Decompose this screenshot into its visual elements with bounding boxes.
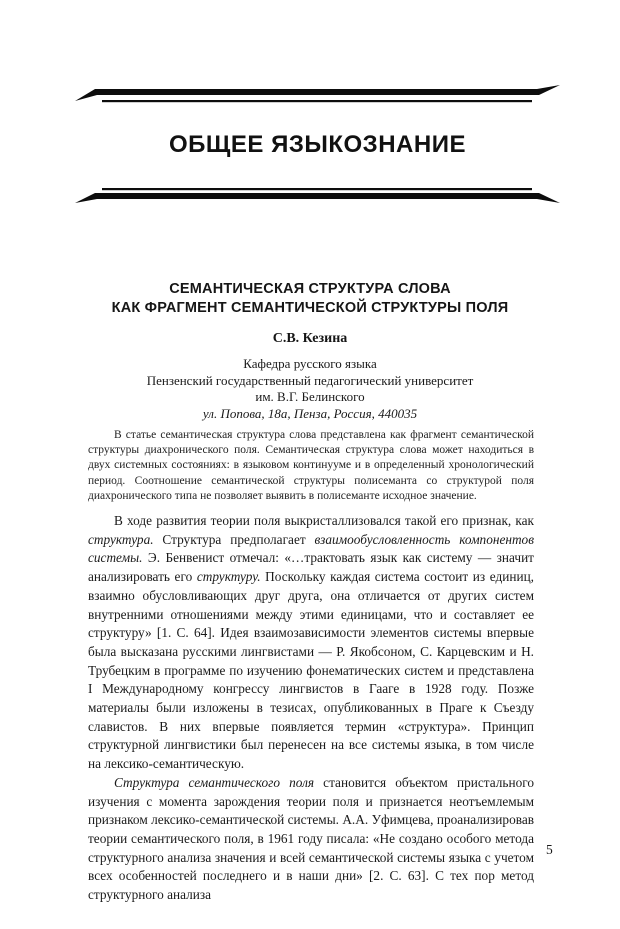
thick-rule-shape: [75, 193, 560, 203]
affiliation: [80, 356, 540, 406]
header-rule-top-graphic: [75, 85, 560, 105]
thin-rule-shape: [102, 100, 532, 102]
article-body: [88, 512, 534, 905]
thin-rule-shape: [102, 188, 532, 190]
body-paragraph-1: В ходе развития теории поля выкристаллизовался такой его признак, как структура. Структура предполагает взаимообусловленность компонентов системы. Э. Бенвенист отмечал: «…трактовать язык как систему — значит анализировать его структуру. Поскольку каждая система состоит из единиц, взаимно обусловливающих друг друга, она отличается от других систем внутренними отношениями между этими единицами, что и составляет ее структуру» [1. С. 64]. Идея взаимозависимости элементов системы впервые была высказана русскими лингвистами — Р. Якобсоном, С. Карцевским и Н. Трубецким в программе по изучению фонематических систем и представлена I Международному конгрессу лингвистов в Гааге в 1928 году. Позже материалы были изложены в тезисах, опубликованных в Праге к Съезду славистов. В них впервые появляется термин «структура». Принцип структурной лингвистики был перенесен на все системы языка, в том числе на лексико-семантическую.: [88, 513, 535, 772]
page-number: 5: [546, 842, 553, 857]
address: ул. Попова, 18а, Пенза, Россия, 440035: [202, 405, 418, 421]
affiliation-line-1: Кафедра русского языка: [243, 356, 377, 371]
thick-rule-shape: [75, 85, 560, 101]
abstract-text: В статье семантическая структура слова представлена как фрагмент семантической структуры диахронического поля. Семантическая структура слова может находиться в двух системных состояниях: в языковом континууме и в определенный хронологический период. Соотношение семантической структуры полисеманта со структурой поля диахронического типа не позволяет выявить в полисеманте исходное значение.: [88, 429, 534, 502]
affiliation-line-3: им. В.Г. Белинского: [255, 389, 365, 404]
header-rule-bottom-graphic: [75, 185, 560, 205]
article-title-line-2: КАК ФРАГМЕНТ СЕМАНТИЧЕСКОЙ СТРУКТУРЫ ПОЛЯ: [111, 300, 509, 316]
affiliation-line-2: Пензенский государственный педагогический университет: [146, 372, 474, 388]
article-head: [80, 280, 540, 422]
article-title-line-1: СЕМАНТИЧЕСКАЯ СТРУКТУРА СЛОВА: [169, 281, 451, 297]
section-title: ОБЩЕЕ ЯЗЫКОЗНАНИЕ: [169, 131, 466, 158]
header-rule-bottom: [75, 185, 560, 205]
body-paragraph-2: Структура семантического поля становится объектом пристального изучения с момента зарождения теории поля и признается неотъемлемым признаком лексико-семантической системы. А.А. Уфимцева, проанализировав теории семантического поля, в 1961 году писала: «Не создано особого метода структурного анализа значения и всей семантической системы языка с учетом всех особенностей последнего и в наши дни» [2. С. 63]. С тех пор метод структурного анализа: [88, 774, 534, 903]
header-rule-top: [75, 85, 560, 105]
author-name: С.В. Кезина: [272, 331, 348, 346]
article-title: [80, 280, 540, 318]
